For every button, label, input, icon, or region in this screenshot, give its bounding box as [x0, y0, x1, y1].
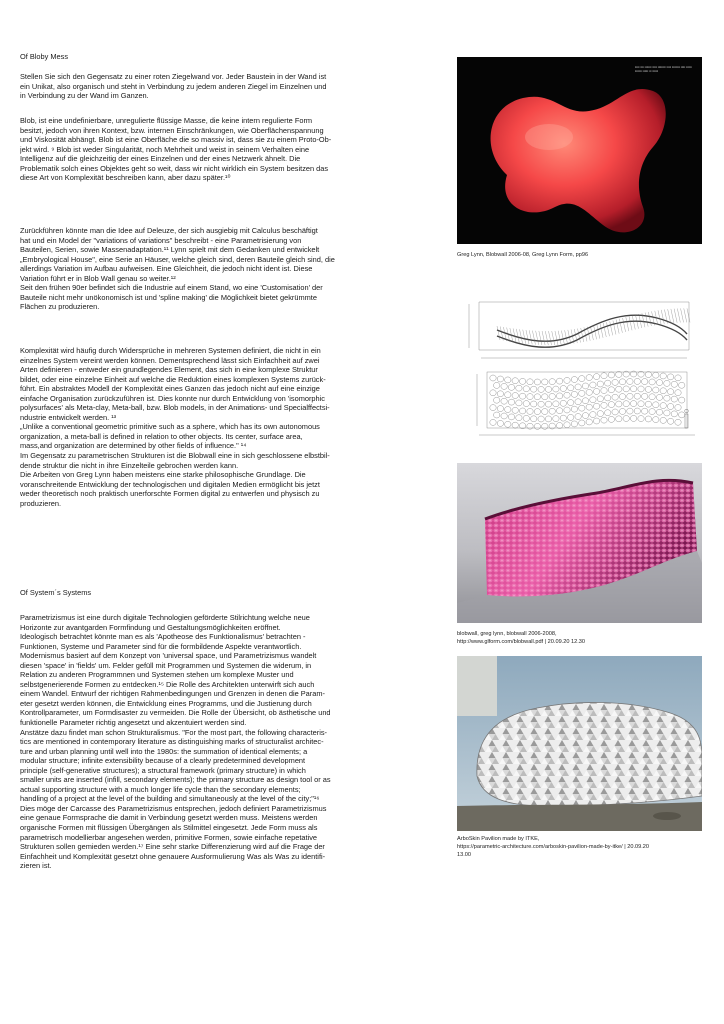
text-line: „Unlike a conventional geometric primitive such as a sphere, which has its own autonomous [20, 422, 320, 432]
text-line: organization, a meta-ball is defined in relation to other objects. Its center, surface area, [20, 431, 303, 441]
text-line: Relation zu anderen Programmnen und Systemen stehen um komplexe Muster und [20, 670, 294, 680]
figure-caption: Greg Lynn, Blobwall 2006-08, Greg Lynn Form, pp96 [457, 252, 589, 258]
text-line: Variation führt er in Blob Wall genau so weiter.¹² [20, 273, 176, 283]
text-line: ture and urban planning until well into the 1980s: the summation of identical elements; a [20, 746, 308, 756]
text-line: Blob, ist eine undefinierbare, unregulierte flüssige Masse, die keine intern regulierte Form [20, 116, 313, 125]
blobwall-photo-magenta [457, 463, 702, 623]
text-line: besitzt, jedoch von ihren Kontext, bzw. internen Einschränkungen, wie Oberflächenspannung [20, 125, 324, 135]
text-line: parametrisch modellierbar angesehen werden, primitive Formen, sowie einfache repetative [20, 832, 318, 842]
text-line: Einfachheit und Komplexität gesetzt ohne genauere Ausformulierung Was als Was zu identifi- [20, 851, 326, 861]
text-line: ndustrie entwickelt werden. ¹³ [20, 412, 117, 422]
text-line: funktionelle Parameter richtig angesetzt und akzentuiert werden sind. [20, 718, 247, 728]
text-line: „Embryological House", eine Serie an Häuser, welche gleich sind, deren Bauteile gleich sind, die [20, 254, 335, 264]
text-line: Seit den frühen 90er befindet sich die Industrie auf einem Stand, wo eine 'Customisation' der [20, 283, 323, 293]
text-line: Problematik solch eines Objektes geht so weit, dass wir nicht wirklich ein System besitzen das [20, 163, 329, 173]
text-line: zieren ist. [20, 861, 52, 871]
text-line: tics are mentioned in contemporary literature as distinguishing marks of structuralist architec- [20, 737, 324, 747]
text-line: einem Wandel. Entwurf der richtigen Rahmenbedingungen und Grenzen in denen die Param- [20, 689, 325, 699]
text-line: smaller units are inserted (infill, secondary elements); the primary structure as design tool or as [20, 775, 331, 785]
figure-caption: https://parametric-architecture.com/arboskin-pavilion-made-by-itke/ | 20.09.20 [457, 844, 650, 850]
text-line: diesen 'space' in 'fields' um. Felder gefüll mit Programmen und Systemen die widerum, in [20, 660, 312, 670]
image-inset-note: ▪▪▪▪ ▪▪▪ ▪▪▪▪▪▪ ▪▪▪▪ ▪▪▪▪▪▪▪ ▪▪▪▪ ▪▪▪▪▪▪▪ ▪▪▪▪ ▪▪▪▪▪ ▪▪▪▪▪▪ ▪▪▪▪▪ ▪▪ ▪▪▪▪▪ [635, 65, 692, 73]
arboskin-pavilion-photo [457, 656, 702, 831]
paragraph [20, 346, 398, 508]
text-line: eine genaue Formsprache die damit in Verbindung gesetzt werden muss. Meistens werden [20, 813, 318, 823]
text-line: Komplexität wird häufig durch Widersprüche in mehreren Systemen definiert, die nicht in ein [20, 346, 321, 355]
text-line: Intelligenz auf die gleichzeitig der eines Einzelnen und der eines Netzwerk ähnelt. Die [20, 154, 301, 164]
text-line: modular structure; infinite extensibility because of a clearly predetermined development [20, 756, 306, 766]
text-line: allerdings Variation im Aufbau aufweisen. Eine Gleichheit, die jedoch nicht ident ist. Diese [20, 264, 313, 274]
text-line: Die Arbeiten von Greg Lynn haben meistens eine starke philosophische Grundlage. Die [20, 470, 306, 480]
text-line: Anstätze dazu findet man schon Strukturalismus. "For the most part, the following characteris- [20, 727, 328, 737]
text-line: mass,and organization are determined by other fields of influence." ¹⁴ [20, 441, 247, 451]
text-line: und Viskosität abhängt. Blob ist eine Oberfläche die so massiv ist, dass sie zu einem Proto-Ob- [20, 135, 332, 145]
text-line: Modernismus basiert auf dem Konzept von 'universal space, und Parametrizismus wandelt [20, 651, 317, 661]
text-line: Kontrollparameter, um Formdisaster zu vermeiden. Die Rolle der Übersicht, ob ästhetische und [20, 708, 331, 718]
text-line: Dies möge der Carcasse des Parametrizismus entsprechen, jedoch definiert Parametrizismus [20, 803, 327, 813]
text-line: selbstgenerierende Formen zu entdecken.¹⁵ Die Rolle des Architekten unterwirft sich auch [20, 679, 315, 689]
paragraph [20, 613, 398, 871]
text-line: produzieren. [20, 498, 62, 508]
text-line: einfache Organisation zurückzuführen ist. Dies konnte nur durch Entwicklung von 'isomorphic [20, 393, 325, 403]
pavilion-image [457, 656, 702, 831]
text-line: principle (self-generative structures); a structural framework (primary structure) in which [20, 765, 306, 775]
paragraph [20, 72, 398, 101]
text-line: actual supporting structure with a much longer life cycle than the secondary elements; [20, 784, 301, 794]
text-line: Ideologisch betrachtet könnte man es als 'Apotheose des Funktionalismus' betrachten - [20, 632, 306, 642]
figure-caption: 13.00 [457, 852, 471, 858]
figure-caption: blobwall, greg lynn, blobwall 2006-2008, [457, 631, 557, 637]
text-line: Funktionen, Systeme und Parameter sind für die formbildende Aspekte verantwortlich. [20, 641, 302, 651]
text-line: Strukturen sollen gemieden werden.¹⁷ Eine sehr starke Differenzierung wird auf die Frage der [20, 842, 325, 852]
text-line: weder theoretisch noch praktisch unerforschte Formen digital zu entwerfen und physisch zu [20, 489, 320, 499]
text-line: Stellen Sie sich den Gegensatz zu einer roten Ziegelwand vor. Jeder Baustein in der Wand ist [20, 72, 327, 81]
text-line: Flächen zu produzieren. [20, 302, 100, 312]
figure-caption: http://www.glform.com/blobwall.pdf | 20.09.20 12.30 [457, 639, 586, 645]
drawing-image [457, 290, 702, 452]
text-line: organische Formen mit flüssigen Übergängen als Stilmittel eingesetzt. Jede Form muss als [20, 823, 318, 833]
text-line: voranschreitende Entwicklung der technologischen und digitalen Medien ermöglicht bis jetzt [20, 479, 320, 489]
text-line: Bauteilen, Serien, sowie Massenadaptation.¹¹ Lynn spielt mit dem Gedanken und entwickelt [20, 245, 320, 255]
text-line: Horizonte zur avantgarden Formfindung und Gestaltungsmöglichkeiten eröffnet. [20, 622, 281, 632]
text-line: handling of a project at the level of the building and simultaneously at the level of the city;"¹⁶ [20, 794, 320, 804]
text-line: dende struktur die nicht in ihre Einzelteile gebrochen werden kann. [20, 460, 239, 470]
magenta-wall-image [457, 463, 702, 623]
text-line: jekt wird. ⁹ Blob ist weder Singularität, noch Mehrheit und weist in seinem Verhalten eine [20, 144, 310, 154]
paragraph [20, 116, 398, 183]
section-heading-systems: Of System´s Systems [20, 588, 92, 597]
text-line: polysurfaces' als Meta-clay, Meta-ball, bzw. Blob models, in der Animations- und Specialffectsi- [20, 403, 330, 413]
text-line: bildet, oder eine einzelne Einheit auf welche die Reduktion eines komplexen Systems zurück- [20, 374, 326, 384]
text-line: eter gesetzt werden können, die Entwicklung eines Programms, und die Justierung durch [20, 698, 312, 708]
text-line: in Verbindung zu der Wand im Ganzen. [20, 91, 149, 101]
figure-caption: ArboSkin Pavilion made by ITKE, [457, 836, 540, 842]
text-line: Arten definieren - entweder ein grundlegendes Element, das sich in eine komplexe Struktur [20, 365, 318, 375]
text-line: Zurückführen könnte man die Idee auf Deleuze, der sich ausgiebig mit Calculus beschäftigt [20, 226, 318, 235]
blobwall-technical-drawing [457, 290, 702, 452]
text-line: diese Art von Komplexität beschreiben kann, aber dazu später.¹⁰ [20, 173, 231, 183]
text-line: Bauteile nicht mehr unökonomisch ist und 'spline making' die Möglichkeit bietet gekrümmte [20, 292, 317, 302]
red-blob-image [457, 57, 702, 244]
text-line: Parametrizismus ist eine durch digitale Technologien geförderte Stilrichtung welche neue [20, 613, 310, 622]
text-line: ein Unikat, also organisch und steht in Verbindung zu jedem anderen Ziegel im Einzelnen und [20, 81, 327, 91]
section-heading-bloby-mess: Of Bloby Mess [20, 52, 69, 61]
text-line: führt. Ein abstraktes Modell der Komplexität eines Ganzen das jedoch nicht auf eine einzige [20, 384, 320, 394]
text-line: Im Gegensatz zu parametrischen Strukturen ist die Blobwall eine in sich geschlossene elbstbil- [20, 451, 330, 461]
text-line: hat und ein Model der "variations of variations" beschreibt - eine Parametrisierung von [20, 235, 302, 245]
paragraph [20, 226, 398, 312]
text-line: einzelnes System vereint werden können. Dementsprechend lässt sich Einfachheit auf zwei [20, 355, 320, 365]
blobwall-photo-red [457, 57, 702, 244]
